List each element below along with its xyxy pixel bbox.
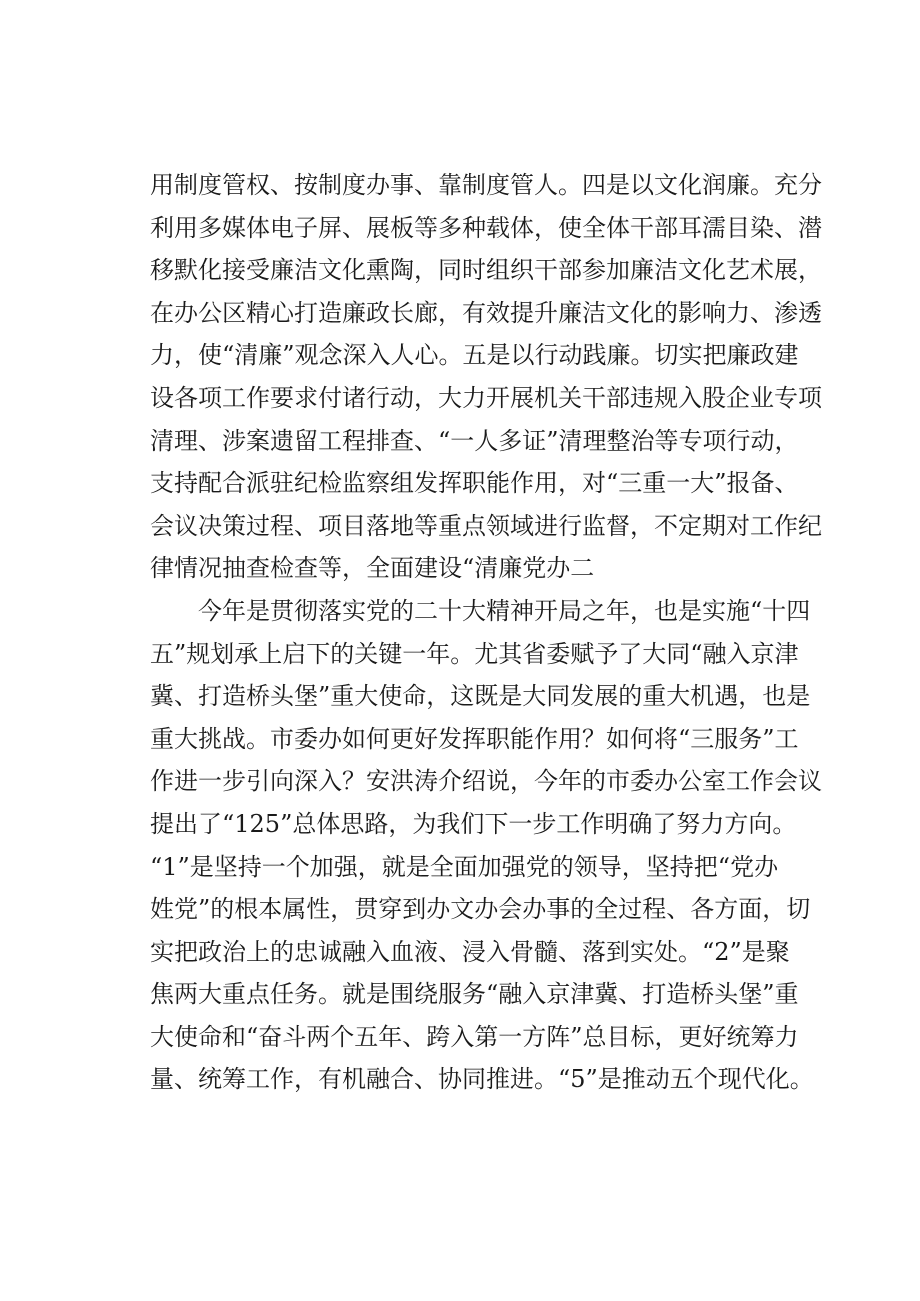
text-line: 清理、涉案遗留工程排查、“一人多证”清理整治等专项行动，	[150, 426, 799, 455]
text-line: 姓党”的根本属性，贯穿到办文办会办事的全过程、各方面，切	[150, 895, 811, 924]
text-line: 实把政治上的忠诚融入血液、浸入骨髓、落到实处。“2”是聚	[150, 937, 790, 966]
text-line: 大使命和“奋斗两个五年、跨入第一方阵”总目标，更好统筹力	[150, 1022, 799, 1051]
text-line: 力，使“清廉”观念深入人心。五是以行动践廉。切实把廉政建	[150, 341, 799, 370]
text-line: 重大挑战。市委办如何更好发挥职能作用？如何将“三服务”工	[150, 724, 799, 753]
text-line: 作进一步引向深入？安洪涛介绍说，今年的市委办公室工作会议	[150, 767, 822, 796]
text-line: 会议决策过程、项目落地等重点领域进行监督，不定期对工作纪	[150, 511, 822, 540]
text-line: 用制度管权、按制度办事、靠制度管人。四是以文化润廉。充分	[150, 171, 822, 199]
text-line: 设各项工作要求付诸行动，大力开展机关干部违规入股企业专项	[150, 383, 822, 412]
text-line: 提出了“125”总体思路，为我们下一步工作明确了努力方向。	[150, 809, 797, 838]
text-line: 焦两大重点任务。就是围绕服务“融入京津冀、打造桥头堡”重	[150, 980, 799, 1009]
text-line: 律情况抽查检查等，全面建设“清廉党办二	[150, 554, 595, 583]
body-text	[150, 164, 830, 1101]
text-line: 五”规划承上启下的关键一年。尤其省委赋予了大同“融入京津	[150, 639, 799, 668]
text-line: 在办公区精心打造廉政长廊，有效提升廉洁文化的影响力、渗透	[150, 298, 822, 327]
text-line: 支持配合派驻纪检监察组发挥职能作用，对“三重一大”报备、	[150, 469, 799, 498]
text-line: 量、统筹工作，有机融合、协同推进。“5”是推动五个现代化。	[150, 1065, 814, 1094]
paragraph-1	[150, 164, 830, 590]
text-line: 今年是贯彻落实党的二十大精神开局之年，也是实施“十四	[198, 596, 811, 625]
text-line: “1”是坚持一个加强，就是全面加强党的领导，坚持把“党办	[150, 852, 779, 881]
text-line: 冀、打造桥头堡”重大使命，这既是大同发展的重大机遇，也是	[150, 682, 811, 711]
paragraph-2	[150, 590, 830, 1101]
text-line: 移默化接受廉洁文化熏陶，同时组织干部参加廉洁文化艺术展，	[150, 256, 822, 285]
text-line: 利用多媒体电子屏、展板等多种载体，使全体干部耳濡目染、潜	[150, 213, 822, 242]
